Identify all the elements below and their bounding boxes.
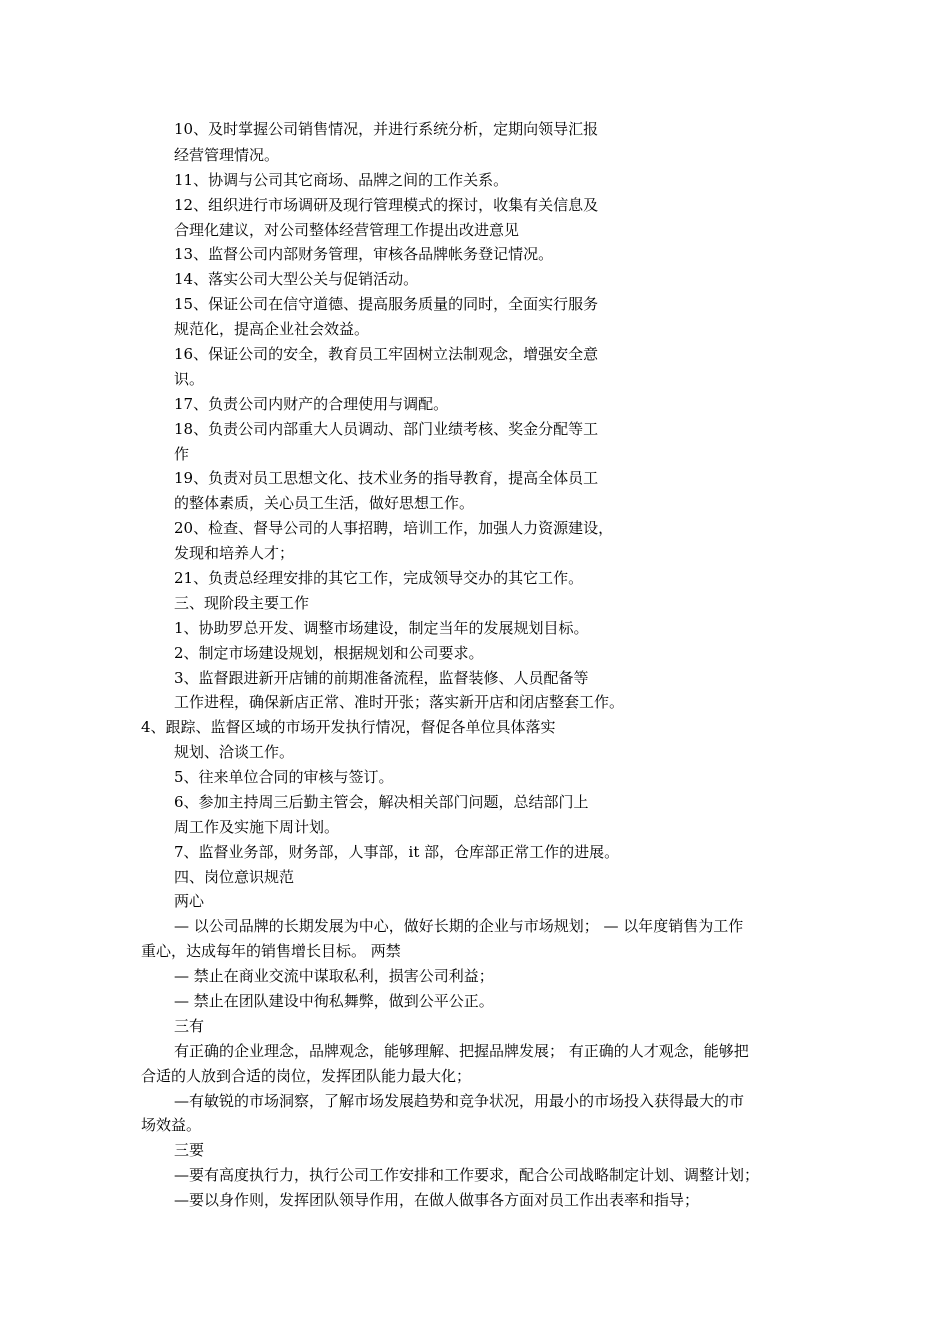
text-line: 20、检查、督导公司的人事招聘，培训工作，加强人力资源建设， — [174, 519, 614, 537]
text-line: 识。 — [174, 370, 205, 388]
text-line: 14、落实公司大型公关与促销活动。 — [174, 270, 419, 288]
text-line: —要以身作则，发挥团队领导作用，在做人做事各方面对员工作出表率和指导； — [174, 1191, 700, 1209]
text-line: 11、协调与公司其它商场、品牌之间的工作关系。 — [174, 171, 509, 189]
text-line: —有敏锐的市场洞察，了解市场发展趋势和竞争状况，用最小的市场投入获得最大的市 — [174, 1092, 745, 1110]
text-line: 规划、洽谈工作。 — [174, 743, 295, 761]
text-line: 5、往来单位合同的审核与签订。 — [174, 768, 394, 786]
text-line: — 禁止在团队建设中徇私舞弊，做到公平公正。 — [174, 992, 494, 1010]
text-line: 7、监督业务部，财务部，人事部，it 部，仓库部正常工作的进展。 — [174, 843, 620, 861]
section-heading: 三、现阶段主要工作 — [174, 594, 310, 612]
text-line: 规范化，提高企业社会效益。 — [174, 320, 370, 338]
subheading: 三有 — [174, 1017, 205, 1035]
text-line: 10、及时掌握公司销售情况，并进行系统分析，定期向领导汇报 — [174, 120, 599, 138]
text-line: 17、负责公司内财产的合理使用与调配。 — [174, 395, 449, 413]
text-line: 发现和培养人才； — [174, 544, 295, 562]
text-line: 19、负责对员工思想文化、技术业务的指导教育，提高全体员工 — [174, 469, 599, 487]
text-line: 1、协助罗总开发、调整市场建设，制定当年的发展规划目标。 — [174, 619, 589, 637]
text-line: 21、负责总经理安排的其它工作，完成领导交办的其它工作。 — [174, 569, 584, 587]
text-line: —要有高度执行力，执行公司工作安排和工作要求，配合公司战略制定计划、调整计划； — [174, 1166, 760, 1184]
text-line: 4、跟踪、监督区域的市场开发执行情况，督促各单位具体落实 — [141, 718, 556, 736]
section-heading: 四、岗位意识规范 — [174, 868, 295, 886]
text-line: 15、保证公司在信守道德、提高服务质量的同时，全面实行服务 — [174, 295, 599, 313]
text-line: 3、监督跟进新开店铺的前期准备流程，监督装修、人员配备等 — [174, 669, 589, 687]
subheading: 三要 — [174, 1141, 205, 1159]
text-line: 6、参加主持周三后勤主管会，解决相关部门问题，总结部门上 — [174, 793, 589, 811]
text-line: 2、制定市场建设规划，根据规划和公司要求。 — [174, 644, 484, 662]
text-line: 重心，达成每年的销售增长目标。 两禁 — [141, 942, 401, 960]
subheading: 两心 — [174, 892, 205, 910]
text-line: 作 — [174, 445, 190, 463]
text-line: 有正确的企业理念，品牌观念，能够理解、把握品牌发展； 有正确的人才观念，能够把 — [174, 1042, 749, 1060]
text-line: 16、保证公司的安全，教育员工牢固树立法制观念，增强安全意 — [174, 345, 599, 363]
text-line: 工作进程，确保新店正常、准时开张；落实新开店和闭店整套工作。 — [174, 693, 625, 711]
text-line: 合适的人放到合适的岗位，发挥团队能力最大化； — [141, 1067, 472, 1085]
text-line: 的整体素质，关心员工生活，做好思想工作。 — [174, 494, 475, 512]
text-line: 合理化建议，对公司整体经营管理工作提出改进意见 — [174, 221, 520, 239]
text-line: 18、负责公司内部重大人员调动、部门业绩考核、奖金分配等工 — [174, 420, 599, 438]
text-line: 场效益。 — [141, 1116, 202, 1134]
text-line: 周工作及实施下周计划。 — [174, 818, 340, 836]
text-line: 13、监督公司内部财务管理，审核各品牌帐务登记情况。 — [174, 245, 554, 263]
text-line: 经营管理情况。 — [174, 146, 280, 164]
text-line: 12、组织进行市场调研及现行管理模式的探讨，收集有关信息及 — [174, 196, 599, 214]
text-line: — 禁止在商业交流中谋取私利，损害公司利益； — [174, 967, 494, 985]
text-line: — 以公司品牌的长期发展为中心，做好长期的企业与市场规划； — 以年度销售为工作 — [174, 917, 744, 935]
